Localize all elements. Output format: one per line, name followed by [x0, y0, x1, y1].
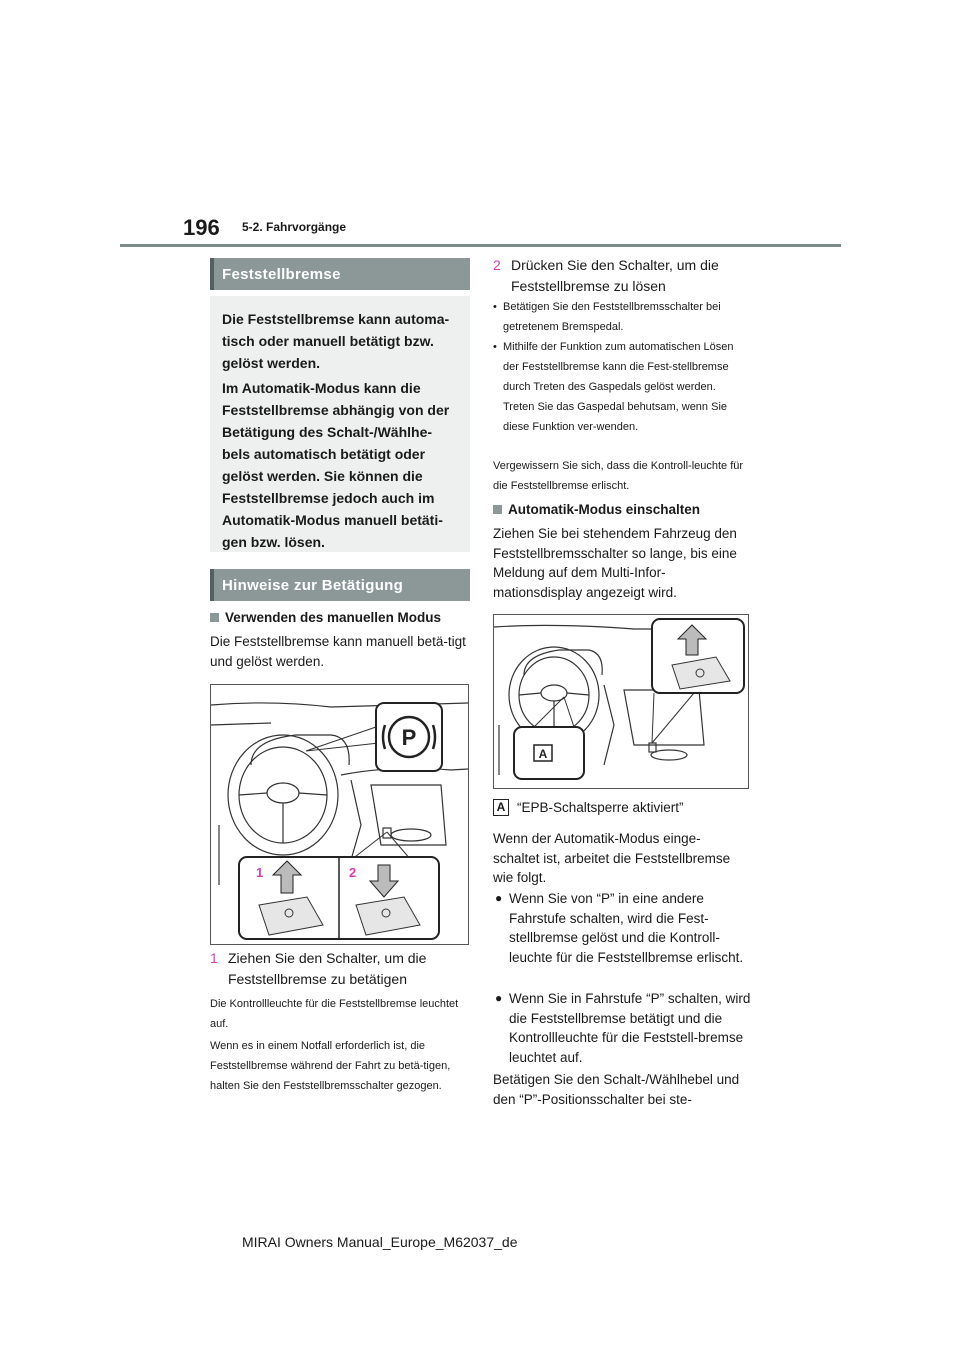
header-rule	[120, 244, 841, 247]
bullet-text: Wenn Sie von “P” in eine andere Fahrstufe schalten, wird die Fest-stellbremse gelöst und die Kontroll-leuchte für die Feststellbremse erlischt.	[509, 891, 744, 965]
note-indicator: Die Kontrollleuchte für die Feststellbremse leuchtet auf.	[210, 998, 459, 1030]
intro-paragraph-1: Die Feststellbremse kann automa-tisch oder manuell betätigt bzw. gelöst werden.	[222, 311, 450, 371]
section-title-hinweise	[210, 569, 470, 601]
square-bullet-icon	[493, 505, 502, 514]
intro-box	[210, 296, 470, 552]
bullet-dot-icon: ●	[495, 991, 503, 1005]
figure-parking-brake-manual	[210, 684, 469, 945]
note-indicator-off: Vergewissern Sie sich, dass die Kontroll-leuchte für die Feststellbremse erlischt.	[493, 460, 744, 492]
auto-mode-behavior: Wenn der Automatik-Modus einge-schaltet ist, arbeitet die Feststellbremse wie folgt.	[493, 831, 731, 885]
figure-auto-mode	[493, 614, 749, 789]
subhead-text: Verwenden des manuellen Modus	[225, 610, 442, 625]
bullet-text: Mithilfe der Funktion zum automatischen Lösen der Feststellbremse kann die Fest-stellbremse durch Treten des Gaspedals gelöst werden. Treten Sie das Gaspedal behutsam, wenn Sie diese Funktion ver-wenden.	[503, 341, 734, 433]
step-number: 2	[493, 257, 501, 273]
bullet-text: Wenn Sie in Fahrstufe “P” schalten, wird die Feststellbremse betätigt und die Kontrollleuchte für die Feststell-bremse leuchtet auf.	[509, 991, 751, 1065]
manual-description: Die Feststellbremse kann manuell betä-tigt und gelöst werden.	[210, 634, 466, 669]
caption-text: “EPB-Schaltsperre aktiviert”	[517, 800, 684, 815]
subhead-manual-mode	[210, 610, 470, 625]
figure-label-a: A	[538, 747, 548, 761]
auto-mode-description: Ziehen Sie bei stehendem Fahrzeug den Feststellbremsschalter so lange, bis eine Meldung auf dem Multi-Infor-mationsdisplay angezeigt wird.	[493, 526, 737, 600]
square-bullet-icon	[210, 613, 219, 622]
bullet-dot-icon: ●	[495, 891, 503, 905]
section-reference: 5-2. Fahrvorgänge	[242, 220, 347, 234]
bullet-dot-icon: •	[493, 301, 497, 313]
dashboard-illustration	[494, 615, 748, 788]
section-title-text: Feststellbremse	[222, 265, 341, 283]
bullet-shift-into-p	[493, 989, 751, 1067]
subhead-auto-mode	[493, 502, 753, 517]
caption-label: A	[493, 799, 509, 816]
bullet-dot-icon: •	[493, 341, 497, 353]
step-text: Ziehen Sie den Schalter, um die Feststellbremse zu betätigen	[228, 950, 427, 987]
final-paragraph: Betätigen Sie den Schalt-/Wählhebel und den “P”-Positionsschalter bei ste-	[493, 1072, 740, 1107]
bullet-shift-out-of-p	[493, 889, 751, 967]
step-1	[210, 948, 468, 990]
manual-identifier: MIRAI Owners Manual_Europe_M62037_de	[242, 1234, 518, 1250]
figure-label-1: 1	[256, 865, 264, 880]
svg-text:P: P	[401, 725, 417, 750]
caption-a	[493, 798, 753, 818]
page-number: 196	[183, 215, 220, 240]
step-2	[493, 255, 748, 297]
note-emergency: Wenn es in einem Notfall erforderlich ist, die Feststellbremse während der Fahrt zu betä-tigen, halten Sie den Feststellbremsschalter gezogen.	[210, 1040, 451, 1092]
dashboard-illustration	[211, 685, 468, 944]
subhead-text: Automatik-Modus einschalten	[508, 502, 701, 517]
intro-paragraph-2: Im Automatik-Modus kann die Feststellbremse abhängig von der Betätigung des Schalt-/Wählhe-bels automatisch betätigt oder gelöst werden. Sie können die Feststellbremse jedoch auch im Automatik-Modus manuell betäti-gen bzw. lösen.	[222, 380, 450, 550]
bullet-auto-release	[493, 337, 748, 437]
section-bar	[210, 569, 470, 601]
section-bar	[210, 258, 470, 290]
bullet-text: Betätigen Sie den Feststellbremsschalter bei getretenem Bremspedal.	[503, 301, 721, 333]
step-number: 1	[210, 950, 218, 966]
bullet-brake-pedal	[493, 297, 748, 337]
figure-label-2: 2	[349, 865, 357, 880]
section-title-feststellbremse	[210, 258, 470, 290]
section-title-text: Hinweise zur Betätigung	[222, 576, 404, 594]
step-text: Drücken Sie den Schalter, um die Feststellbremse zu lösen	[511, 257, 719, 294]
